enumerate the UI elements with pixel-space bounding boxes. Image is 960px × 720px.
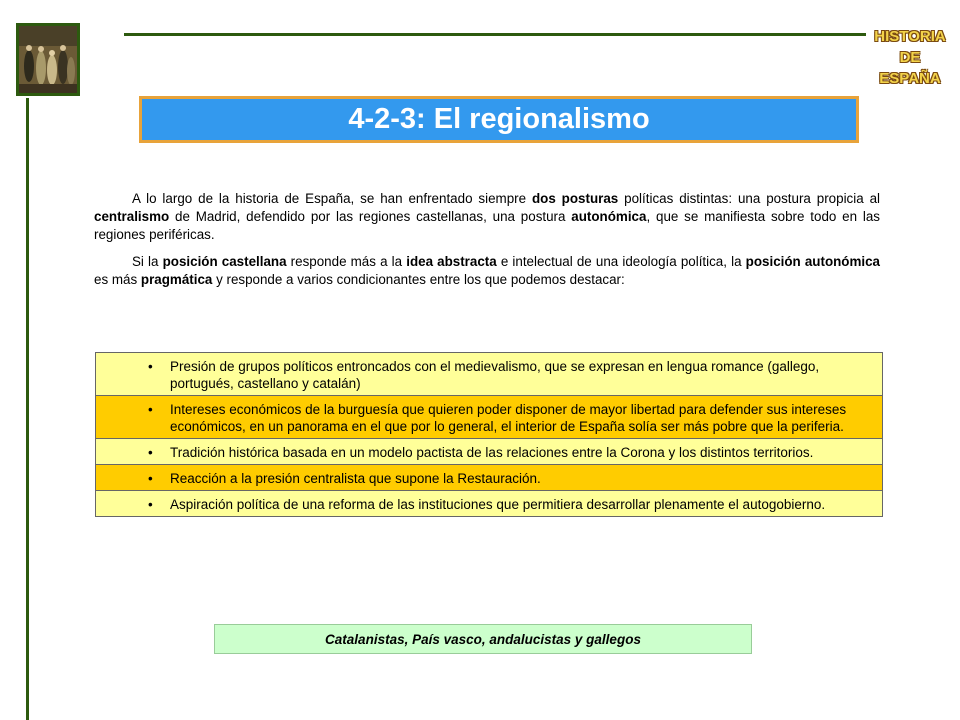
intro-text xyxy=(94,190,880,298)
list-item xyxy=(96,465,882,491)
bullet-icon: • xyxy=(148,497,153,512)
list-item-text: Reacción a la presión centralista que supone la Restauración. xyxy=(170,471,541,486)
p1-run: A lo largo de la historia de España, se han enfrentado siempre xyxy=(132,191,532,206)
p1-run: de Madrid, defendido por las regiones castellanas, una postura xyxy=(169,209,572,224)
bullet-icon: • xyxy=(148,359,153,374)
historical-painting-thumbnail xyxy=(16,23,80,96)
p2-run: e intelectual de una ideología política, la xyxy=(496,254,746,269)
list-item-text: Intereses económicos de la burguesía que quieren poder disponer de mayor libertad para defender sus intereses económicos, en un panorama en el que por lo general, el interior de España solía ser más pobre que la periferia. xyxy=(170,402,847,434)
p2-run: es más xyxy=(94,272,141,287)
intro-paragraph-2 xyxy=(94,253,880,289)
p1-run: , que se manifiesta sobre todo en las regiones periféricas. xyxy=(94,209,880,242)
list-item xyxy=(96,439,882,465)
list-item-text: Tradición histórica basada en un modelo pactista de las relaciones entre la Corona y los distintos territorios. xyxy=(170,445,814,460)
left-divider-line xyxy=(26,98,29,720)
p2-run: responde más a la xyxy=(286,254,407,269)
p2-run: posición castellana xyxy=(162,254,287,269)
intro-paragraph-1 xyxy=(94,190,880,244)
logo-line-2: DE xyxy=(899,49,921,66)
bullet-icon: • xyxy=(148,471,153,486)
p1-run: dos posturas xyxy=(531,191,619,206)
p2-run: pragmática xyxy=(140,272,213,287)
list-item xyxy=(96,491,882,516)
list-item xyxy=(96,396,882,439)
p2-run: Si la xyxy=(132,254,163,269)
conditions-list xyxy=(95,352,883,517)
p2-run: posición autonómica xyxy=(745,254,881,269)
top-divider-line xyxy=(124,33,866,36)
regionalist-groups-text: Catalanistas, País vasco, andalucistas y gallegos xyxy=(325,631,641,647)
list-item xyxy=(96,353,882,396)
p2-run: y responde a varios condicionantes entre los que podemos destacar: xyxy=(212,272,625,287)
regionalist-groups-banner xyxy=(214,624,752,654)
logo-line-3: ESPAÑA xyxy=(879,70,941,87)
page-title: 4-2-3: El regionalismo xyxy=(348,103,650,135)
list-item-text: Presión de grupos políticos entroncados con el medievalismo, que se expresan en lengua romance (gallego, portugués, castellano y catalán) xyxy=(170,359,820,391)
title-banner xyxy=(139,96,859,143)
bullet-icon: • xyxy=(148,402,153,417)
p2-run: idea abstracta xyxy=(406,254,497,269)
p1-run: centralismo xyxy=(94,209,170,224)
logo-line-1: HISTORIA xyxy=(874,28,946,45)
p1-run: políticas distintas: una postura propicia al xyxy=(618,191,880,206)
p1-run: autonómica xyxy=(571,209,647,224)
list-item-text: Aspiración política de una reforma de las instituciones que permitiera desarrollar plenamente el autogobierno. xyxy=(170,497,826,512)
bullet-icon: • xyxy=(148,445,153,460)
historia-de-espana-logo xyxy=(870,26,950,96)
